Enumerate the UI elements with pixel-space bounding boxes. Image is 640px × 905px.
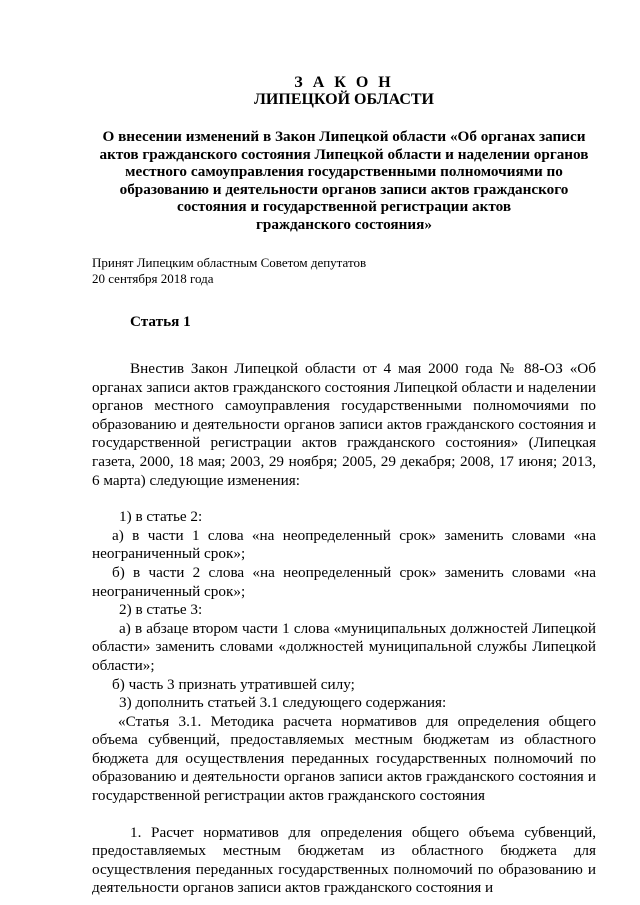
- adopted-by: Принят Липецким областным Советом депутатов: [92, 255, 367, 270]
- list-item: 2) в статье 3:: [119, 601, 203, 619]
- subject-line: О внесении изменений в Закон Липецкой области «Об органах записи: [102, 128, 586, 145]
- article-heading: Статья 1: [130, 313, 191, 330]
- law-subject: [92, 128, 596, 233]
- point-one: 1. Расчет нормативов для определения общего объема субвенций, предоставляемых местным бюджетам из областного бюджета для осуществления переданных государственных полномочий по образованию и деятельности органов записи актов гражданского состояния и: [92, 823, 596, 897]
- quoted-article: «Статья 3.1. Методика расчета нормативов для определения общего объема субвенций, предоставляемых местным бюджетам из областного бюджета для осуществления переданных государственных полномочий по образованию и деятельности органов записи актов гражданского состояния и государственной регистрации актов гражданского состояния: [92, 712, 596, 805]
- list-item: б) часть 3 признать утратившей силу;: [112, 675, 355, 693]
- region-title: ЛИПЕЦКОЙ ОБЛАСТИ: [254, 91, 434, 108]
- subject-line: образованию и деятельности органов записи актов гражданского: [119, 180, 569, 198]
- subject-line: состояния и государственной регистрации актов: [176, 198, 512, 215]
- amendments-list: [92, 508, 596, 713]
- article-intro: Внестив Закон Липецкой области от 4 мая 2000 года № 88-ОЗ «Об органах записи актов гражданского состояния Липецкой области и наделении органов местного самоуправления государственными полномочиями по образованию и деятельности органов записи актов гражданского состояния и государственной регистрации актов гражданского состояния» (Липецкая газета, 2000, 18 мая; 2003, 29 ноября; 2005, 29 декабря; 2008, 17 июня; 2013, 6 марта) следующие изменения:: [92, 360, 596, 489]
- list-item: 3) дополнить статьей 3.1 следующего содержания:: [119, 694, 447, 712]
- list-item: б) в части 2 слова «на неопределенный срок» заменить словами «на неограниченный срок»;: [92, 563, 596, 600]
- subject-line: актов гражданского состояния Липецкой области и наделении органов: [99, 145, 589, 163]
- subject-line: местного самоуправления государственными полномочиями по: [125, 163, 563, 180]
- adoption-info: [92, 255, 596, 286]
- list-item: а) в части 1 слова «на неопределенный срок» заменить словами «на неограниченный срок»;: [92, 526, 596, 563]
- list-item: 1) в статье 2:: [119, 508, 203, 526]
- adopted-date: 20 сентября 2018 года: [92, 270, 214, 286]
- subject-line: гражданского состояния»: [256, 215, 432, 233]
- list-item: а) в абзаце втором части 1 слова «муниципальных должностей Липецкой области» заменить словами «должностей муниципальной службы Липецкой области»;: [92, 619, 596, 674]
- law-title: З А К О Н: [294, 74, 394, 91]
